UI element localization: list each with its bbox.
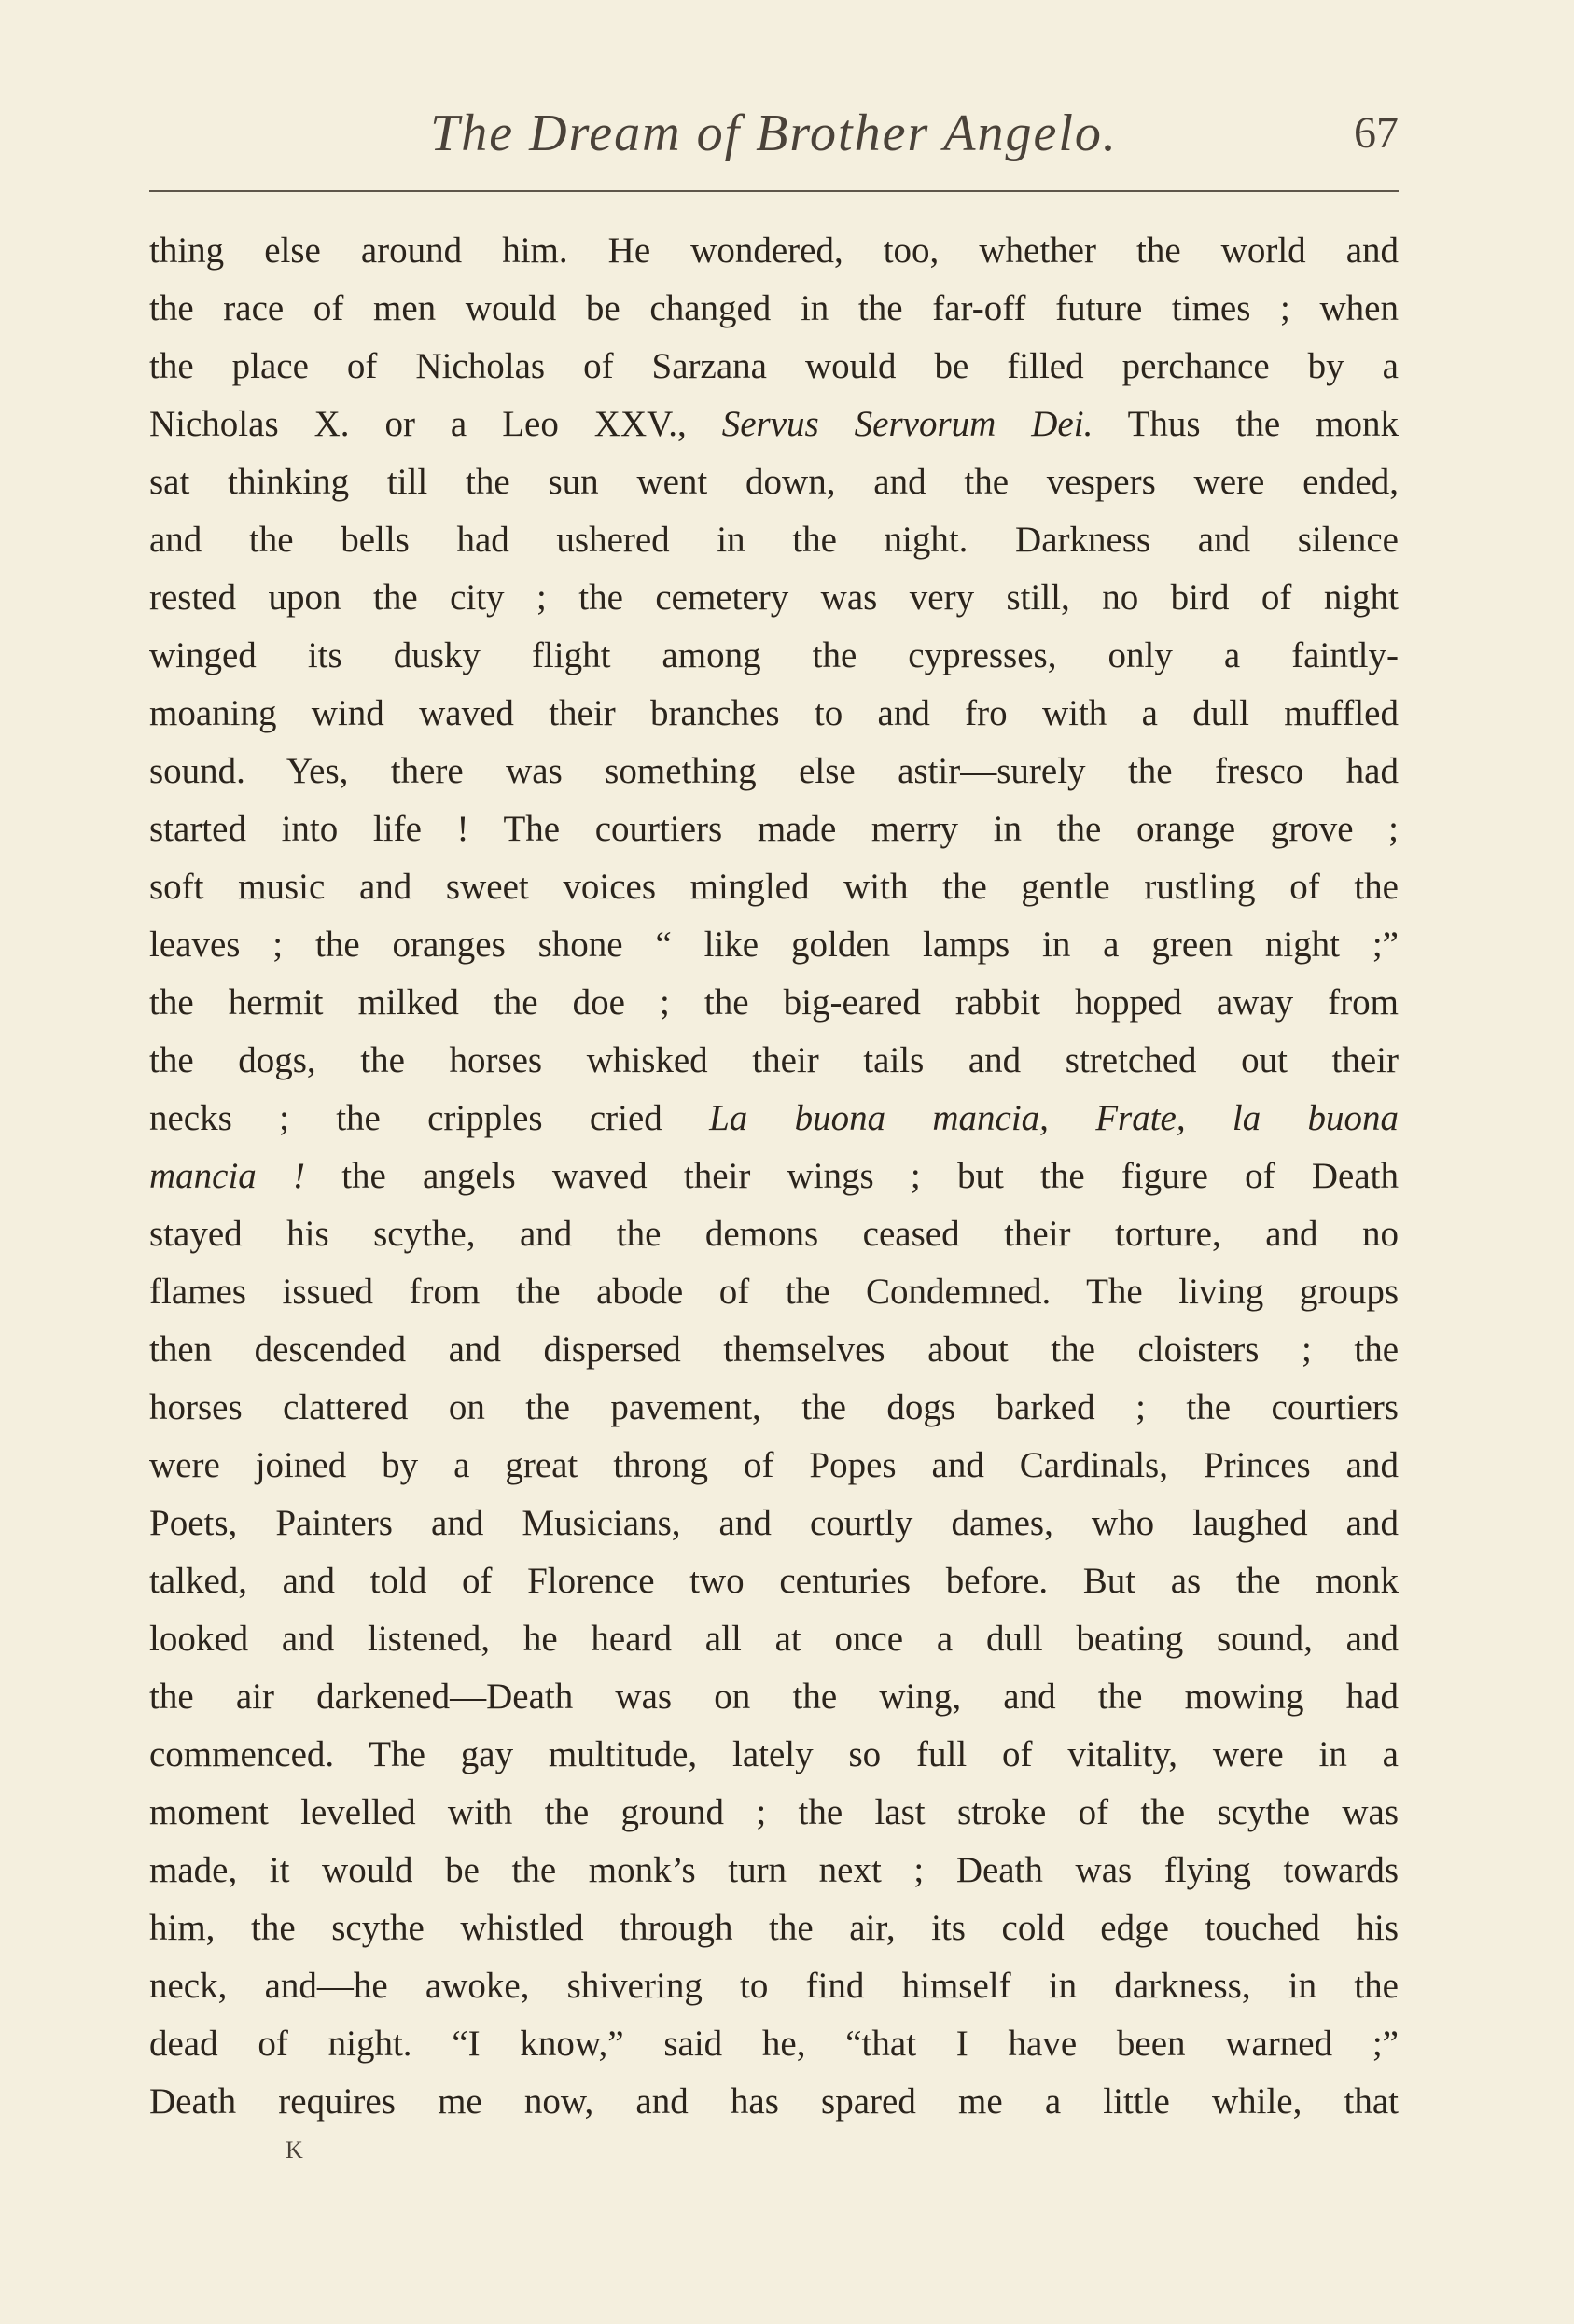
text-line: [149, 916, 1399, 974]
line-text: thing else around him. He wondered, too, whether the world and: [149, 230, 1399, 271]
line-text: the place of Nicholas of Sarzana would be filled perchance by a: [149, 346, 1399, 386]
line-text: moment levelled with the ground ; the last stroke of the scythe was: [149, 1792, 1399, 1832]
text-line: [149, 1379, 1399, 1437]
line-text: the race of men would be changed in the far-off future times ; when: [149, 288, 1399, 328]
line-text: and the bells had ushered in the night. Darkness and silence: [149, 520, 1399, 560]
line-text: rested upon the city ; the cemetery was very still, no bird of night: [149, 578, 1399, 618]
body-text: [149, 222, 1399, 2131]
line-text: the air darkened—Death was on the wing, and the mowing had: [149, 1677, 1399, 1717]
text-line: [149, 2073, 1399, 2131]
line-text: started into life ! The courtiers made merry in the orange grove ;: [149, 809, 1399, 849]
line-text: the hermit milked the doe ; the big-eared rabbit hopped away from: [149, 982, 1399, 1023]
text-line: [149, 1148, 1399, 1205]
text-line: [149, 396, 1399, 453]
line-italic-text: La buona mancia, Frate, la buona: [709, 1098, 1399, 1138]
text-line: [149, 1032, 1399, 1090]
line-text: the dogs, the horses whisked their tails and stretched out their: [149, 1040, 1399, 1080]
line-text: moaning wind waved their branches to and fro with a dull muffled: [149, 693, 1399, 733]
text-line: [149, 1726, 1399, 1784]
line-text: horses clattered on the pavement, the dogs barked ; the courtiers: [149, 1387, 1399, 1427]
text-line: [149, 280, 1399, 338]
text-line: [149, 1610, 1399, 1668]
text-line: [149, 1957, 1399, 2015]
line-text: neck, and—he awoke, shivering to find himself in darkness, in the: [149, 1966, 1399, 2006]
text-line: [149, 222, 1399, 280]
line-italic-text: Servus Servorum Dei.: [721, 404, 1093, 444]
line-italic-text: mancia !: [149, 1156, 305, 1196]
signature-mark: K: [286, 2136, 304, 2164]
text-line: [149, 1321, 1399, 1379]
line-text: Nicholas X. or a Leo XXV.,: [149, 404, 722, 444]
running-title: The Dream of Brother Angelo.: [430, 104, 1118, 162]
page-header: [149, 101, 1399, 166]
line-text: made, it would be the monk’s turn next ; Death was flying towards: [149, 1850, 1399, 1890]
text-line: [149, 1900, 1399, 1957]
text-line: [149, 974, 1399, 1032]
text-line: [149, 1668, 1399, 1726]
line-text: dead of night. “I know,” said he, “that I have been warned ;”: [149, 2024, 1399, 2064]
line-text: flames issued from the abode of the Condemned. The living groups: [149, 1272, 1399, 1312]
text-line: [149, 743, 1399, 800]
text-line: [149, 1090, 1399, 1148]
text-line: [149, 511, 1399, 569]
line-text: necks ; the cripples cried: [149, 1098, 710, 1138]
line-text: commenced. The gay multitude, lately so full of vitality, were in a: [149, 1734, 1399, 1774]
line-text: the angels waved their wings ; but the figure of Death: [305, 1156, 1399, 1196]
text-line: [149, 1784, 1399, 1842]
line-text: him, the scythe whistled through the air, its cold edge touched his: [149, 1908, 1399, 1948]
text-line: [149, 2015, 1399, 2073]
line-text: leaves ; the oranges shone “ like golden lamps in a green night ;”: [149, 925, 1399, 965]
text-line: [149, 1205, 1399, 1263]
line-text: Poets, Painters and Musicians, and courtly dames, who laughed and: [149, 1503, 1399, 1543]
line-text: were joined by a great throng of Popes and Cardinals, Princes and: [149, 1445, 1399, 1485]
text-line: [149, 338, 1399, 396]
line-text: looked and listened, he heard all at once a dull beating sound, and: [149, 1619, 1399, 1659]
text-line: [149, 685, 1399, 743]
text-line: [149, 569, 1399, 627]
line-text: Thus the monk: [1093, 404, 1399, 444]
line-text: then descended and dispersed themselves about the cloisters ; the: [149, 1329, 1399, 1370]
text-line: [149, 1263, 1399, 1321]
page-number: 67: [1354, 108, 1399, 158]
text-line: [149, 1552, 1399, 1610]
text-line: [149, 858, 1399, 916]
line-text: stayed his scythe, and the demons ceased their torture, and no: [149, 1214, 1399, 1254]
line-text: winged its dusky flight among the cypresses, only a faintly-: [149, 635, 1399, 675]
line-text: soft music and sweet voices mingled with the gentle rustling of the: [149, 867, 1399, 907]
line-text: talked, and told of Florence two centuries before. But as the monk: [149, 1561, 1399, 1601]
text-line: [149, 453, 1399, 511]
header-rule: [149, 190, 1399, 192]
text-line: [149, 1495, 1399, 1552]
text-line: [149, 627, 1399, 685]
text-line: [149, 800, 1399, 858]
line-text: sat thinking till the sun went down, and the vespers were ended,: [149, 462, 1399, 502]
line-text: sound. Yes, there was something else astir—surely the fresco had: [149, 751, 1399, 791]
line-text: Death requires me now, and has spared me a little while, that: [149, 2081, 1399, 2122]
text-line: [149, 1842, 1399, 1900]
text-line: [149, 1437, 1399, 1495]
